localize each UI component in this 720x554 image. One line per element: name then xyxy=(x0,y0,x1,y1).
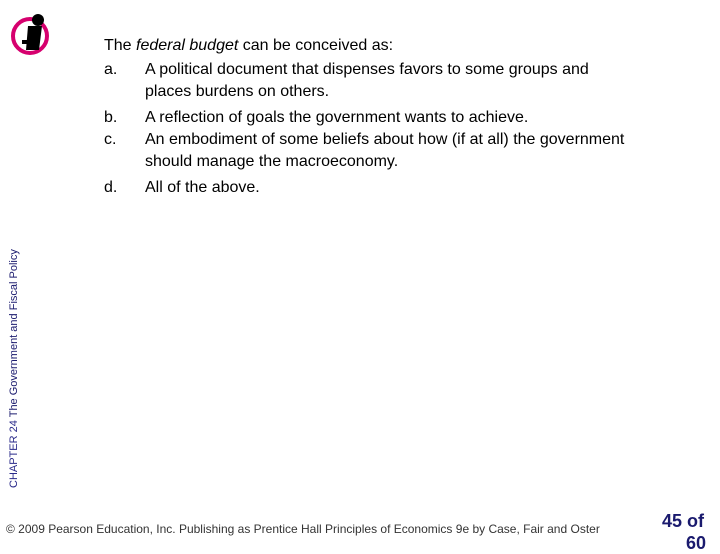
option-letter: d. xyxy=(104,179,118,196)
question-emphasis: federal budget xyxy=(136,37,239,54)
question-stem xyxy=(104,35,684,57)
info-person-icon xyxy=(8,12,56,56)
option-a xyxy=(104,59,684,103)
question-suffix: can be conceived as: xyxy=(238,37,394,54)
chapter-title: The Government and Fiscal Policy xyxy=(8,249,20,418)
chapter-sidebar xyxy=(6,188,22,488)
chapter-label: CHAPTER 24 xyxy=(8,420,20,488)
option-b xyxy=(104,107,684,129)
option-d xyxy=(104,177,684,199)
page-current: 45 of xyxy=(662,511,705,531)
option-text: An embodiment of some beliefs about how (if at all) the government should manage the macroeconomy. xyxy=(145,131,625,170)
copyright-text: © 2009 Pearson Education, Inc. Publishing as Prentice Hall xyxy=(6,522,322,536)
option-letter: c. xyxy=(104,131,117,148)
option-text: All of the above. xyxy=(145,179,260,196)
question-block xyxy=(104,35,684,199)
option-text: A reflection of goals the government wants to achieve. xyxy=(145,109,529,126)
book-title: Principles of Economics 9e by Case, Fair and Oster xyxy=(325,522,600,536)
option-letter: b. xyxy=(104,109,118,126)
option-c xyxy=(104,129,684,173)
option-letter: a. xyxy=(104,61,118,78)
footer xyxy=(6,522,600,536)
page-total: 60 xyxy=(686,533,707,553)
page-number xyxy=(662,510,707,553)
option-text: A political document that dispenses favors to some groups and places burdens on others. xyxy=(145,61,589,100)
question-prefix: The xyxy=(104,37,137,54)
